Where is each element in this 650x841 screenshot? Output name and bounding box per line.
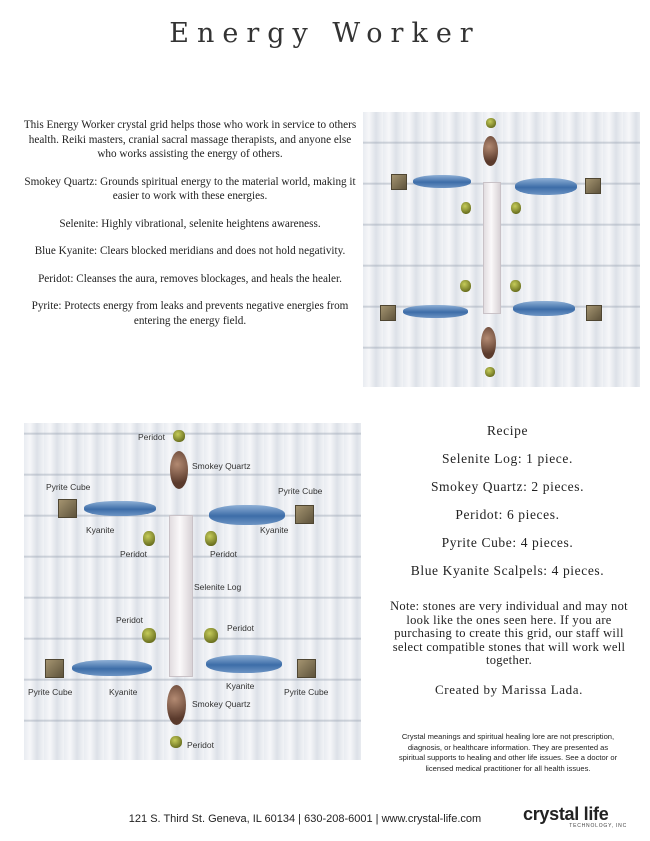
label-smokey-quartz-bottom: Smokey Quartz xyxy=(192,699,251,709)
page-title: Energy Worker xyxy=(169,18,481,49)
peridot-description: Peridot: Cleanses the aura, removes blockages, and heals the healer. xyxy=(38,272,342,285)
label-pyrite-cube-lower-right: Pyrite Cube xyxy=(284,687,329,697)
author-credit: Created by Marissa Lada. xyxy=(435,682,583,697)
recipe-item: Pyrite Cube: 4 pieces. xyxy=(441,535,574,550)
pyrite-cube-upper-right xyxy=(585,178,601,194)
label-peridot-top: Peridot xyxy=(138,432,165,442)
label-peridot-lower-left: Peridot xyxy=(116,615,143,625)
pyrite-cube-lower-left xyxy=(380,305,396,321)
labeled-crystal-grid-photo xyxy=(24,423,361,760)
pyrite-cube-lower-right xyxy=(297,659,316,678)
crystal-life-logo xyxy=(523,805,633,829)
recipe-section xyxy=(385,423,630,591)
pyrite-cube-upper-left xyxy=(391,174,407,190)
peridot-lower-left xyxy=(460,280,471,292)
label-kyanite-upper-right: Kyanite xyxy=(260,525,289,535)
peridot-upper-left xyxy=(461,202,471,214)
peridot-lower-right xyxy=(510,280,521,292)
pyrite-description: Pyrite: Protects energy from leaks and prevents negative energies from entering the energy field. xyxy=(31,300,349,327)
smokey-quartz-top xyxy=(170,451,188,489)
peridot-lower-left xyxy=(142,628,156,643)
label-peridot-upper-left: Peridot xyxy=(120,549,147,559)
peridot-top xyxy=(173,430,185,442)
recipe-item: Selenite Log: 1 piece. xyxy=(442,451,573,466)
stone-variation-note: Note: stones are very individual and may not look like the ones seen here. If you are purchasing to create this grid, our staff will select compatible stones that will work well together. xyxy=(390,599,628,667)
peridot-bottom xyxy=(170,736,182,748)
recipe-item: Blue Kyanite Scalpels: 4 pieces. xyxy=(410,563,605,578)
label-kyanite-upper-left: Kyanite xyxy=(86,525,115,535)
label-peridot-bottom: Peridot xyxy=(187,740,214,750)
pyrite-cube-upper-right xyxy=(295,505,314,524)
peridot-upper-right xyxy=(511,202,521,214)
kyanite-upper-right xyxy=(209,505,285,525)
intro-paragraph: This Energy Worker crystal grid helps those who work in service to others health. Reiki masters, cranial sacral massage therapists, and anyone else who works assisting the energy of others. xyxy=(23,119,357,160)
label-kyanite-lower-left: Kyanite xyxy=(109,687,138,697)
intro-text xyxy=(20,118,360,341)
selenite-description: Selenite: Highly vibrational, selenite heightens awareness. xyxy=(59,217,321,230)
logo-name: crystal life xyxy=(523,804,609,824)
smokey-quartz-top xyxy=(483,136,498,166)
selenite-log xyxy=(169,515,193,677)
kyanite-upper-left xyxy=(413,175,471,188)
logo-tagline: TECHNOLOGY, INC xyxy=(569,823,627,829)
label-peridot-lower-right: Peridot xyxy=(227,623,254,633)
kyanite-lower-right xyxy=(206,655,282,673)
health-disclaimer: Crystal meanings and spiritual healing lore are not prescription, diagnosis, or healthcare information. They are presented as spiritual supports to healing and other life issues. See a doctor or licensed medical practitioner for all health issues. xyxy=(398,732,618,773)
smokey-quartz-bottom xyxy=(167,685,186,725)
label-peridot-upper-right: Peridot xyxy=(210,549,237,559)
selenite-log xyxy=(483,182,501,314)
label-kyanite-lower-right: Kyanite xyxy=(226,681,255,691)
peridot-upper-right xyxy=(205,531,217,546)
recipe-item: Peridot: 6 pieces. xyxy=(455,507,560,522)
peridot-bottom xyxy=(485,367,495,377)
peridot-top xyxy=(486,118,496,128)
kyanite-description: Blue Kyanite: Clears blocked meridians and does not hold negativity. xyxy=(34,245,346,257)
kyanite-lower-left xyxy=(403,305,468,318)
label-selenite-log: Selenite Log xyxy=(194,582,242,592)
kyanite-lower-left xyxy=(72,660,152,676)
kyanite-lower-right xyxy=(513,301,575,316)
label-smokey-quartz-top: Smokey Quartz xyxy=(192,461,251,471)
pyrite-cube-lower-left xyxy=(45,659,64,678)
footer-contact: 121 S. Third St. Geneva, IL 60134 | 630-208-6001 | www.crystal-life.com xyxy=(128,813,482,825)
pyrite-cube-upper-left xyxy=(58,499,77,518)
label-pyrite-cube-lower-left: Pyrite Cube xyxy=(28,687,73,697)
smokey-quartz-description: Smokey Quartz: Grounds spiritual energy to the material world, making it easier to work with these energies. xyxy=(24,175,356,202)
kyanite-upper-right xyxy=(515,178,577,195)
label-pyrite-cube-upper-right: Pyrite Cube xyxy=(278,486,323,496)
kyanite-upper-left xyxy=(84,501,156,516)
recipe-item: Smokey Quartz: 2 pieces. xyxy=(430,479,585,494)
crystal-grid-photo xyxy=(363,112,640,387)
peridot-upper-left xyxy=(143,531,155,546)
smokey-quartz-bottom xyxy=(481,327,496,359)
peridot-lower-right xyxy=(204,628,218,643)
recipe-heading: Recipe xyxy=(486,423,529,438)
pyrite-cube-lower-right xyxy=(586,305,602,321)
label-pyrite-cube-upper-left: Pyrite Cube xyxy=(46,482,91,492)
